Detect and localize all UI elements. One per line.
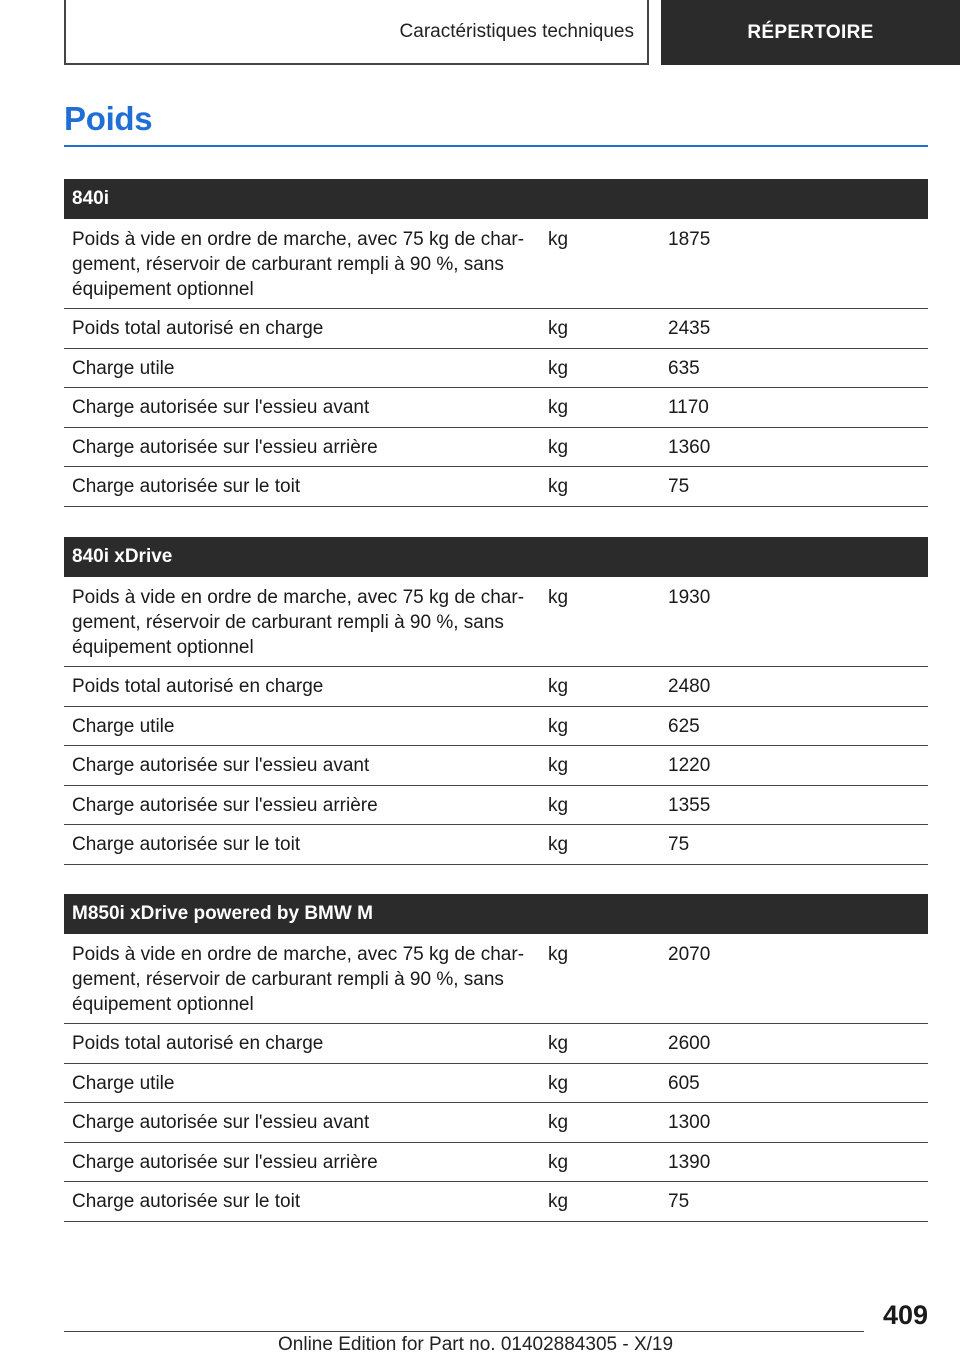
row-unit: kg [548, 1191, 569, 1212]
row-value: 2435 [668, 318, 711, 339]
row-label: Poids à vide en ordre de marche, avec 75 kg de char- gement, réservoir de carburant rempli à 90 %, sans équipement optionnel [72, 229, 525, 300]
row-value: 1390 [668, 1151, 711, 1173]
row-unit: kg [548, 755, 569, 776]
row-value: 75 [668, 1191, 690, 1212]
row-unit: kg [548, 397, 569, 418]
row-unit: kg [548, 229, 569, 250]
page-title: Poids [64, 100, 153, 137]
spec-table-840i [64, 179, 928, 507]
tab-index-label: RÉPERTOIRE [747, 21, 874, 43]
page-number: 409 [882, 1300, 928, 1330]
table-row [64, 1143, 928, 1183]
row-unit: kg [548, 834, 569, 855]
row-unit: kg [548, 587, 569, 608]
row-unit: kg [548, 1033, 569, 1054]
tab-technical-specs-label: Caractéristiques techniques [399, 20, 634, 42]
table-row [64, 577, 928, 667]
tab-index[interactable] [661, 0, 960, 65]
row-label: Poids à vide en ordre de marche, avec 75 kg de char- gement, réservoir de carburant rempli à 90 %, sans équipement optionnel [72, 587, 525, 658]
spec-table-840i-xdrive [64, 537, 928, 865]
row-value: 1300 [668, 1112, 711, 1133]
row-unit: kg [548, 944, 569, 965]
row-label: Charge autorisée sur l'essieu avant [72, 397, 370, 418]
row-label: Charge autorisée sur le toit [72, 834, 301, 855]
table-row [64, 467, 928, 507]
row-value: 75 [668, 476, 690, 497]
table-row [64, 786, 928, 826]
title-divider [64, 145, 928, 147]
table-row [64, 707, 928, 747]
row-label: Charge utile [72, 1072, 175, 1094]
table-row [64, 349, 928, 389]
row-unit: kg [548, 436, 569, 458]
row-unit: kg [548, 1151, 569, 1173]
spec-table-m850i-xdrive [64, 894, 928, 1222]
table-row [64, 934, 928, 1024]
row-label: Poids à vide en ordre de marche, avec 75 kg de char- gement, réservoir de carburant rempli à 90 %, sans équipement optionnel [72, 944, 525, 1015]
row-label: Charge autorisée sur le toit [72, 476, 301, 497]
row-value: 2070 [668, 944, 711, 965]
row-value: 2480 [668, 676, 711, 697]
footer-divider [64, 1331, 864, 1332]
row-label: Poids total autorisé en charge [72, 1033, 324, 1054]
row-unit: kg [548, 676, 569, 697]
footer-edition-text: Online Edition for Part no. 01402884305 - X/19 [278, 1334, 674, 1355]
row-unit: kg [548, 357, 569, 379]
row-label: Charge autorisée sur l'essieu arrière [72, 1151, 378, 1173]
table-row [64, 825, 928, 865]
row-unit: kg [548, 794, 569, 816]
row-label: Charge utile [72, 715, 175, 737]
row-unit: kg [548, 318, 569, 339]
row-label: Charge autorisée sur l'essieu avant [72, 1112, 370, 1133]
row-value: 605 [668, 1072, 700, 1094]
row-value: 1220 [668, 755, 711, 776]
row-value: 75 [668, 834, 690, 855]
row-unit: kg [548, 715, 569, 737]
row-value: 1170 [668, 397, 709, 418]
row-value: 635 [668, 357, 700, 379]
table-row [64, 1024, 928, 1064]
row-label: Charge autorisée sur le toit [72, 1191, 301, 1212]
row-unit: kg [548, 476, 569, 497]
row-label: Charge utile [72, 357, 175, 379]
row-unit: kg [548, 1112, 569, 1133]
table-header: 840i [64, 179, 928, 219]
table-row [64, 309, 928, 349]
row-value: 1930 [668, 587, 711, 608]
row-label: Poids total autorisé en charge [72, 318, 324, 339]
tab-technical-specs[interactable] [64, 0, 649, 65]
table-row [64, 746, 928, 786]
row-value: 1360 [668, 436, 711, 458]
row-value: 2600 [668, 1033, 711, 1054]
row-value: 1875 [668, 229, 711, 250]
row-label: Charge autorisée sur l'essieu arrière [72, 794, 378, 816]
row-label: Charge autorisée sur l'essieu avant [72, 755, 370, 776]
row-value: 625 [668, 715, 700, 737]
table-row [64, 428, 928, 468]
table-row [64, 667, 928, 707]
row-value: 1355 [668, 794, 711, 816]
row-label: Charge autorisée sur l'essieu arrière [72, 436, 378, 458]
table-row [64, 388, 928, 428]
table-header: M850i xDrive powered by BMW M [64, 894, 928, 934]
table-row [64, 1103, 928, 1143]
table-row [64, 219, 928, 309]
row-label: Poids total autorisé en charge [72, 676, 324, 697]
table-row [64, 1064, 928, 1104]
table-row [64, 1182, 928, 1222]
table-header: 840i xDrive [64, 537, 928, 577]
row-unit: kg [548, 1072, 569, 1094]
